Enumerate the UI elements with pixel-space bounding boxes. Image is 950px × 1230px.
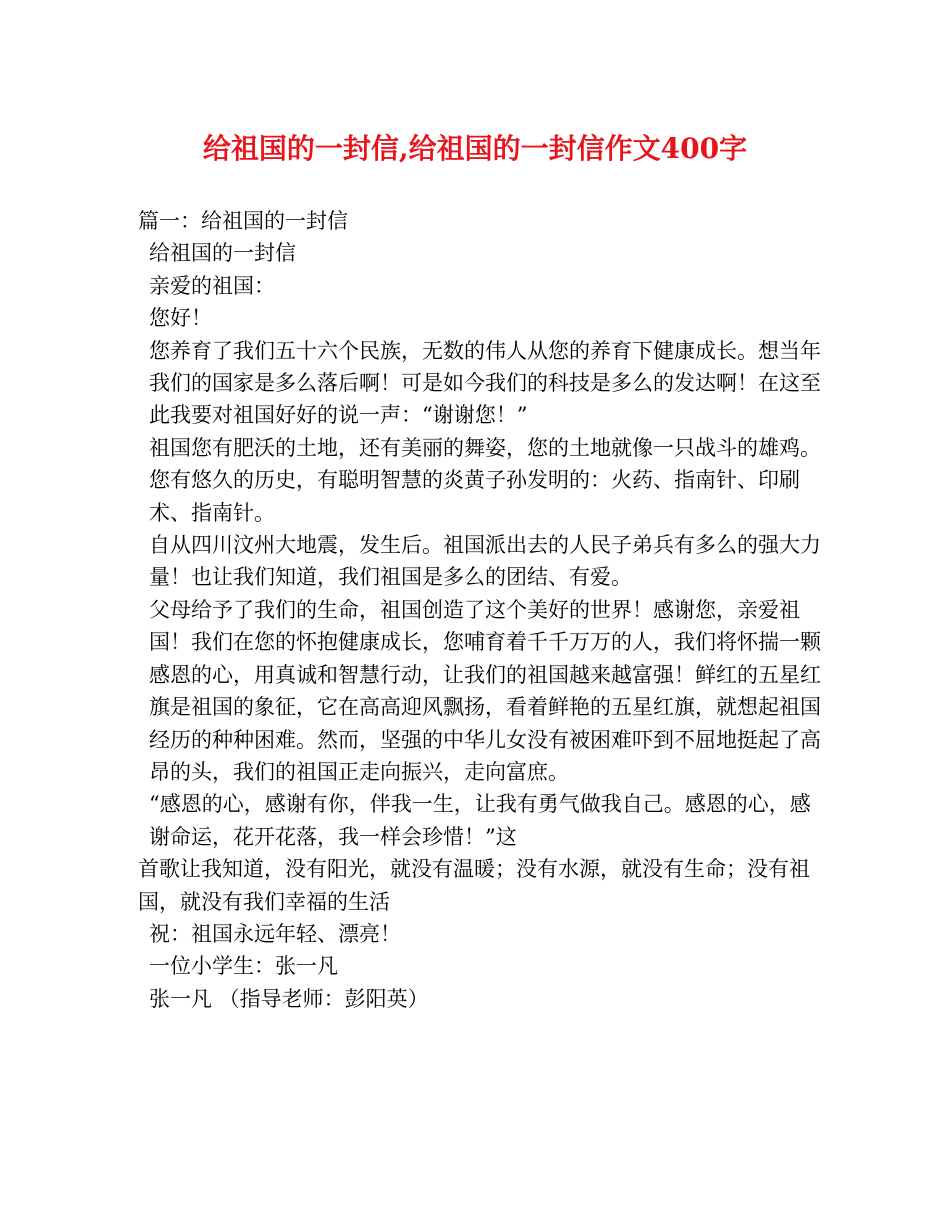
paragraph-closing-wish: 祝：祖国永远年轻、漂亮！ [149, 921, 401, 946]
paragraph-body-5: “感恩的心，感谢有你，伴我一生，让我有勇气做我自己。感恩的心，感谢命运，花开花落，我一样会珍惜！”这 [149, 792, 811, 849]
paragraph-body-3: 自从四川汶州大地震，发生后。祖国派出去的人民子弟兵有多么的强大力量！也让我们知道，我们祖国是多么的团结、有爱。 [149, 533, 821, 590]
paragraph-section-heading: 篇一：给祖国的一封信 [138, 209, 348, 233]
paragraph-author-teacher: 张一凡 （指导老师：彭阳英） [149, 986, 429, 1011]
paragraph-body-4: 父母给予了我们的生命，祖国创造了这个美好的世界！感谢您，亲爱祖国！我们在您的怀抱健康成长，您哺育着千千万万的人，我们将怀揣一颗感恩的心，用真诚和智慧行动，让我们的祖国越来越富强！鲜红的五星红旗是祖国的象征，它在高高迎风飘扬，看着鲜艳的五星红旗，就想起祖国经历的种种困难。然而，坚强的中华儿女没有被困难吓到不屈地挺起了高昂的头，我们的祖国正走向振兴，走向富庶。 [149, 597, 821, 784]
paragraph-body-2: 祖国您有肥沃的土地，还有美丽的舞姿，您的土地就像一只战斗的雄鸡。您有悠久的历史，有聪明智慧的炎黄子孙发明的：火药、指南针、印刷术、指南针。 [149, 435, 821, 525]
paragraph-signature: 一位小学生：张一凡 [149, 954, 338, 979]
document-body [138, 205, 828, 1015]
paragraph-body-1: 您养育了我们五十六个民族，无数的伟人从您的养育下健康成长。想当年我们的国家是多么落后啊！可是如今我们的科技是多么的发达啊！在这至此我要对祖国好好的说一声：“谢谢您！” [149, 338, 821, 428]
paragraph-salutation: 亲爱的祖国： [149, 273, 275, 298]
paragraph-letter-title: 给祖国的一封信 [149, 241, 296, 266]
paragraph-body-6: 首歌让我知道，没有阳光，就没有温暖；没有水源，就没有生命；没有祖国，就没有我们幸福的生活 [138, 857, 810, 914]
document-title: 给祖国的一封信,给祖国的一封信作文400字 [202, 132, 748, 165]
paragraph-greeting: 您好！ [149, 306, 212, 331]
